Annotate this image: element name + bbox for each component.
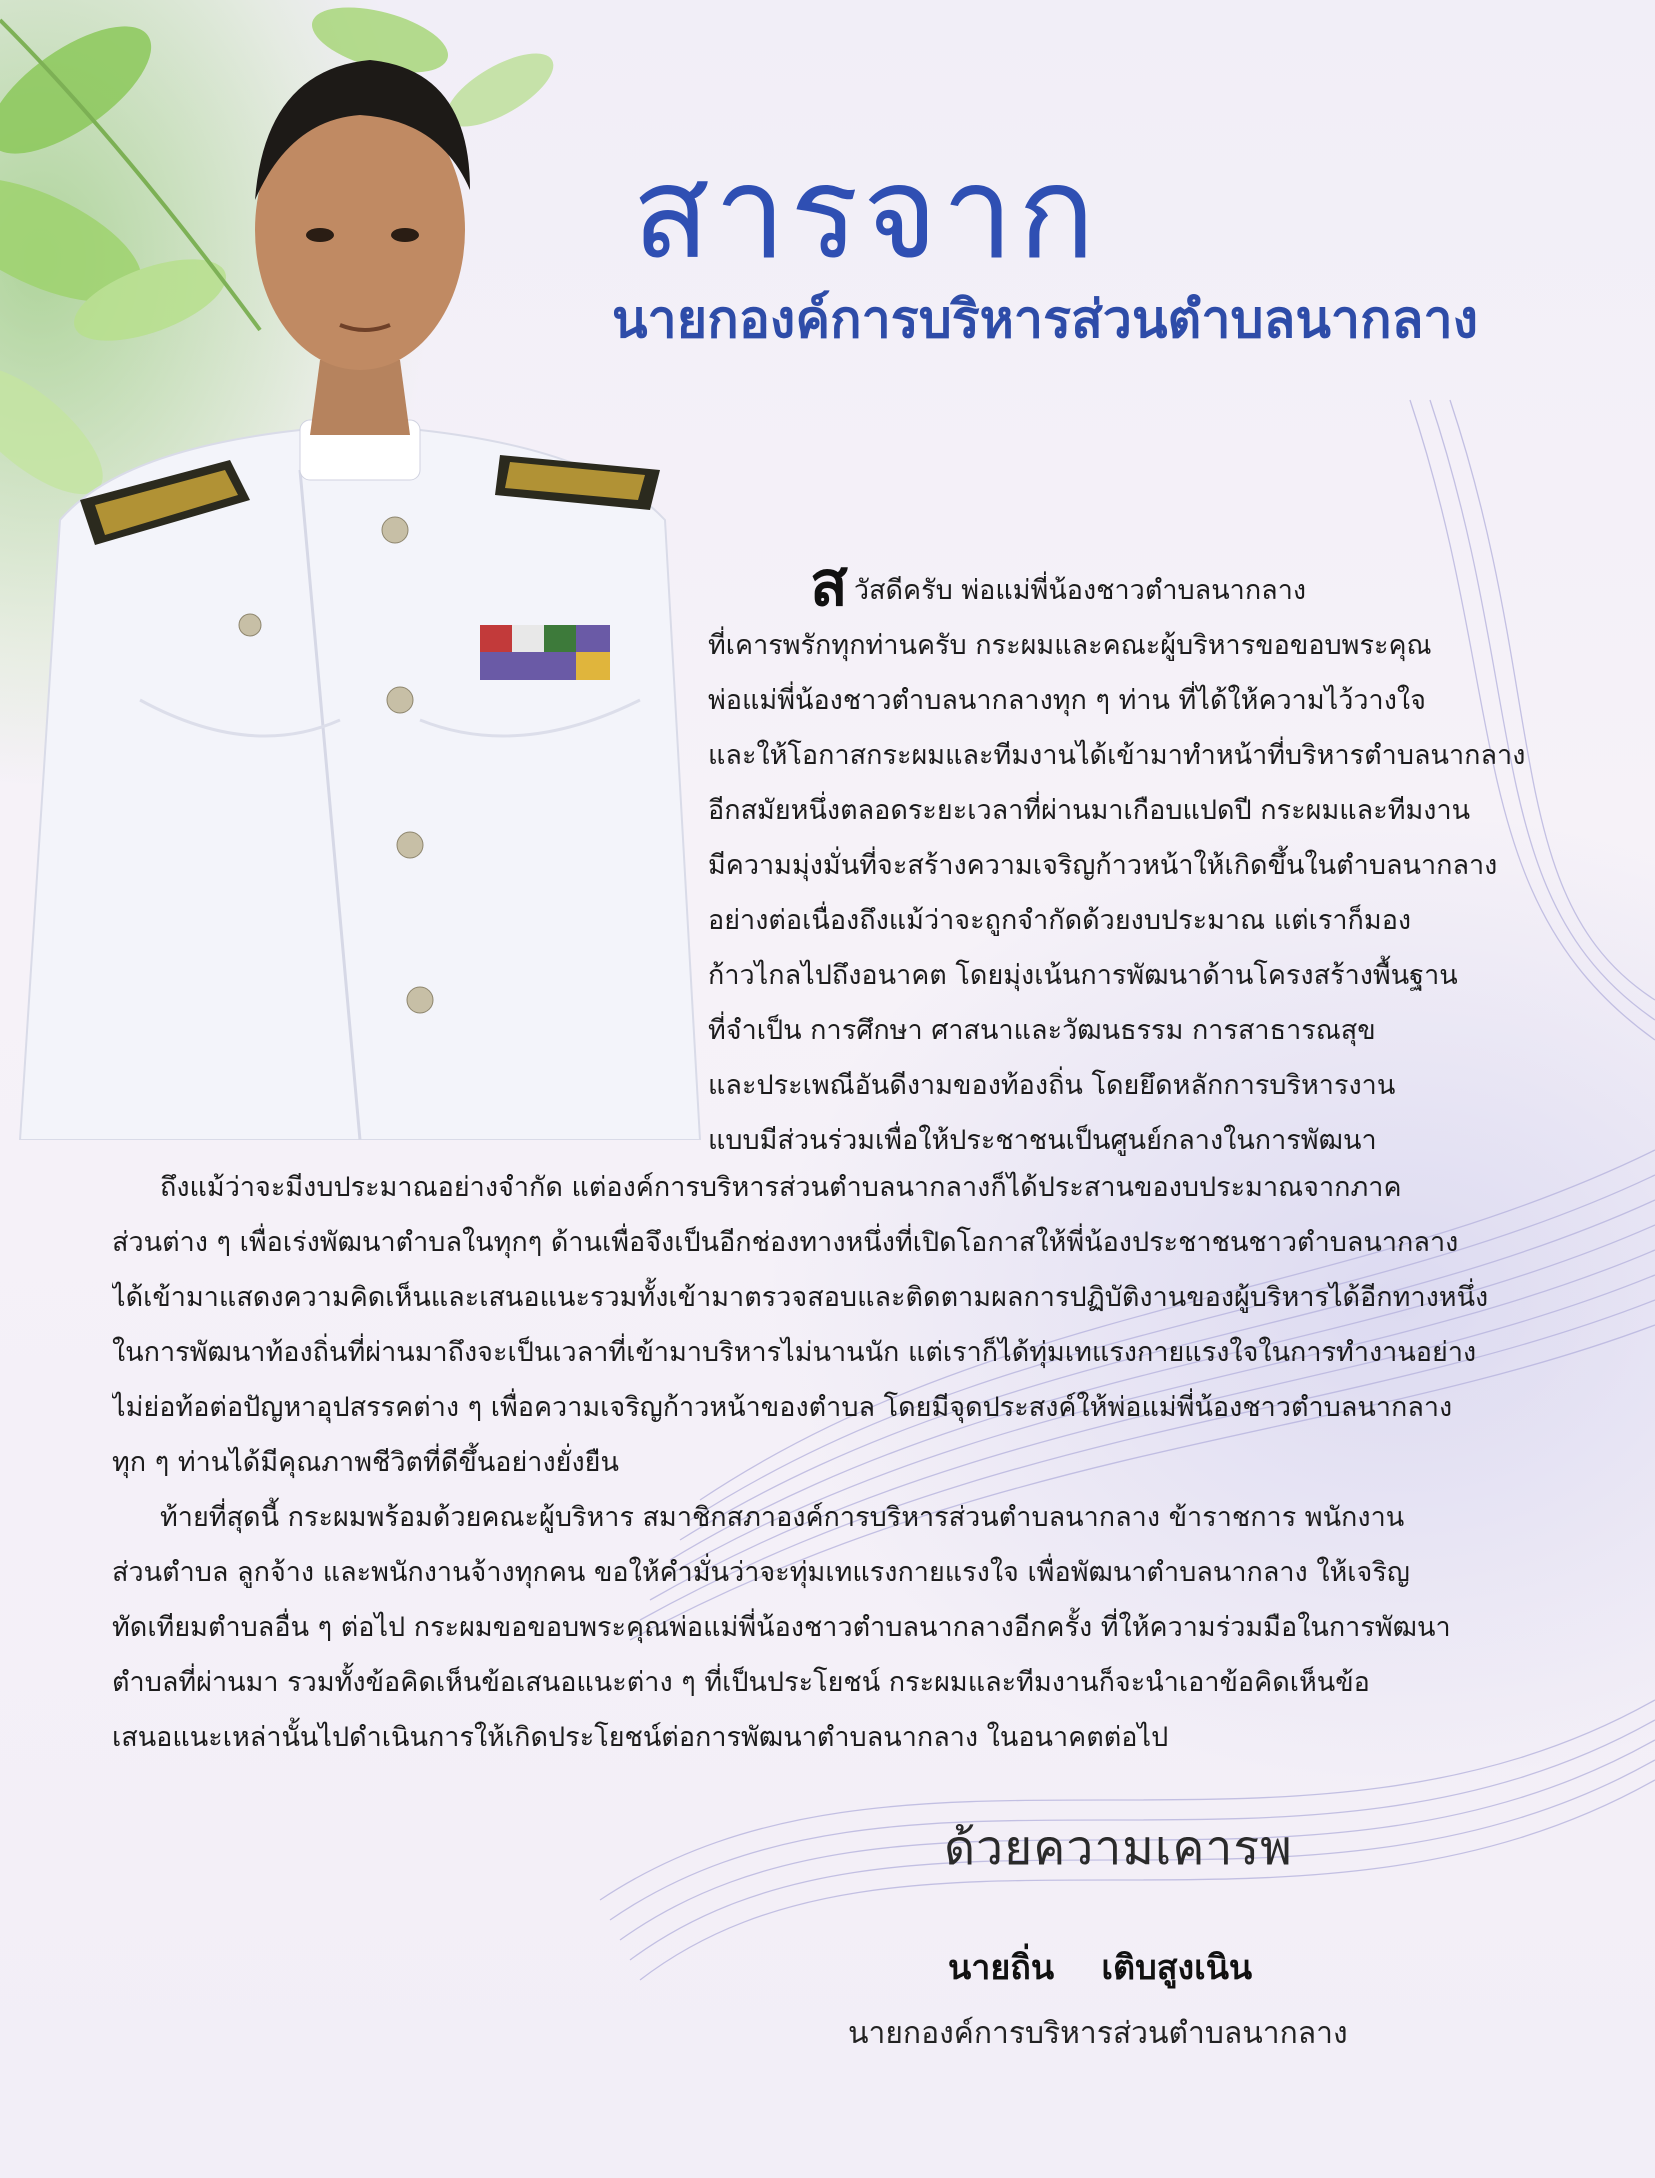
body-line: ในการพัฒนาท้องถิ่นที่ผ่านมาถึงจะเป็นเวลาที่เข้ามาบริหารไม่นานนัก แต่เราก็ได้ทุ่มเทแรงกายแรงใจในการทำงานอย่าง <box>112 1337 1477 1368</box>
lead-line <box>708 547 1528 620</box>
column-line: ที่จำเป็น การศึกษา ศาสนาและวัฒนธรรม การสาธารณสุข <box>708 1015 1376 1046</box>
page-subtitle: นายกองค์การบริหารส่วนตำบลนากลาง <box>612 290 1479 350</box>
column-line: ก้าวไกลไปถึงอนาคต โดยมุ่งเน้นการพัฒนาด้านโครงสร้างพื้นฐาน <box>708 960 1458 991</box>
column-line: อีกสมัยหนึ่งตลอดระยะเวลาที่ผ่านมาเกือบแปดปี กระผมและทีมงาน <box>708 795 1471 826</box>
dropcap: ส <box>810 547 848 620</box>
column-line: ที่เคารพรักทุกท่านครับ กระผมและคณะผู้บริหารขอขอบพระคุณ <box>708 630 1432 661</box>
column-line: มีความมุ่งมั่นที่จะสร้างความเจริญก้าวหน้าให้เกิดขึ้นในตำบลนากลาง <box>708 850 1498 881</box>
body-line: ทัดเทียมตำบลอื่น ๆ ต่อไป กระผมขอขอบพระคุณพ่อแม่พี่น้องชาวตำบลนากลางอีกครั้ง ที่ให้ความร่วมมือในการพัฒนา <box>112 1612 1451 1643</box>
column-line: และให้โอกาสกระผมและทีมงานได้เข้ามาทำหน้าที่บริหารตำบลนากลาง <box>708 740 1526 771</box>
body-line: เสนอแนะเหล่านั้นไปดำเนินการให้เกิดประโยชน์ต่อการพัฒนาตำบลนากลาง ในอนาคตต่อไป <box>112 1722 1169 1753</box>
body-line: ส่วนตำบล ลูกจ้าง และพนักงานจ้างทุกคน ขอให้คำมั่นว่าจะทุ่มเทแรงกายแรงใจ เพื่อพัฒนาตำบลนากลาง ให้เจริญ <box>112 1557 1410 1588</box>
signer-name: นายถิ่น เติบสูงเนิน <box>948 1948 1253 1988</box>
column-line: วัสดีครับ พ่อแม่พี่น้องชาวตำบลนากลาง <box>853 575 1307 606</box>
page-title: สารจาก <box>632 139 1100 288</box>
official-portrait <box>0 0 720 1140</box>
column-line: อย่างต่อเนื่องถึงแม้ว่าจะถูกจำกัดด้วยงบประมาณ แต่เราก็มอง <box>708 905 1412 936</box>
column-line: พ่อแม่พี่น้องชาวตำบลนากลางทุก ๆ ท่าน ที่ได้ให้ความไว้วางใจ <box>708 685 1426 716</box>
body-line: ทุก ๆ ท่านได้มีคุณภาพชีวิตที่ดีขึ้นอย่างยั่งยืน <box>112 1447 619 1478</box>
signer-title: นายกองค์การบริหารส่วนตำบลนากลาง <box>848 2016 1348 2051</box>
body-line: ถึงแม้ว่าจะมีงบประมาณอย่างจำกัด แต่องค์การบริหารส่วนตำบลนากลางก็ได้ประสานของบประมาณจากภาค <box>160 1172 1402 1203</box>
column-line: แบบมีส่วนร่วมเพื่อให้ประชาชนเป็นศูนย์กลางในการพัฒนา <box>708 1125 1377 1156</box>
closing-salutation: ด้วยความเคารพ <box>944 1820 1293 1876</box>
body-line: ไม่ย่อท้อต่อปัญหาอุปสรรคต่าง ๆ เพื่อความเจริญก้าวหน้าของตำบล โดยมีจุดประสงค์ให้พ่อแม่พี่น้องชาวตำบลนากลาง <box>112 1392 1453 1423</box>
body-line: ได้เข้ามาแสดงความคิดเห็นและเสนอแนะรวมทั้งเข้ามาตรวจสอบและติดตามผลการปฏิบัติงานของผู้บริหารได้อีกทางหนึ่ง <box>112 1282 1489 1313</box>
message-body <box>112 1160 1552 1765</box>
body-line: ท้ายที่สุดนี้ กระผมพร้อมด้วยคณะผู้บริหาร สมาชิกสภาองค์การบริหารส่วนตำบลนากลาง ข้าราชการ พนักงาน <box>160 1502 1405 1533</box>
message-column <box>708 547 1528 1168</box>
body-line: ส่วนต่าง ๆ เพื่อเร่งพัฒนาตำบลในทุกๆ ด้านเพื่อจึงเป็นอีกช่องทางหนึ่งที่เปิดโอกาสให้พี่น้องประชาชนชาวตำบลนากลาง <box>112 1227 1459 1258</box>
body-line: ตำบลที่ผ่านมา รวมทั้งข้อคิดเห็นข้อเสนอแนะต่าง ๆ ที่เป็นประโยชน์ กระผมและทีมงานก็จะนำเอาข้อคิดเห็นข้อ <box>112 1667 1370 1698</box>
column-line: และประเพณีอันดีงามของท้องถิ่น โดยยึดหลักการบริหารงาน <box>708 1070 1396 1101</box>
